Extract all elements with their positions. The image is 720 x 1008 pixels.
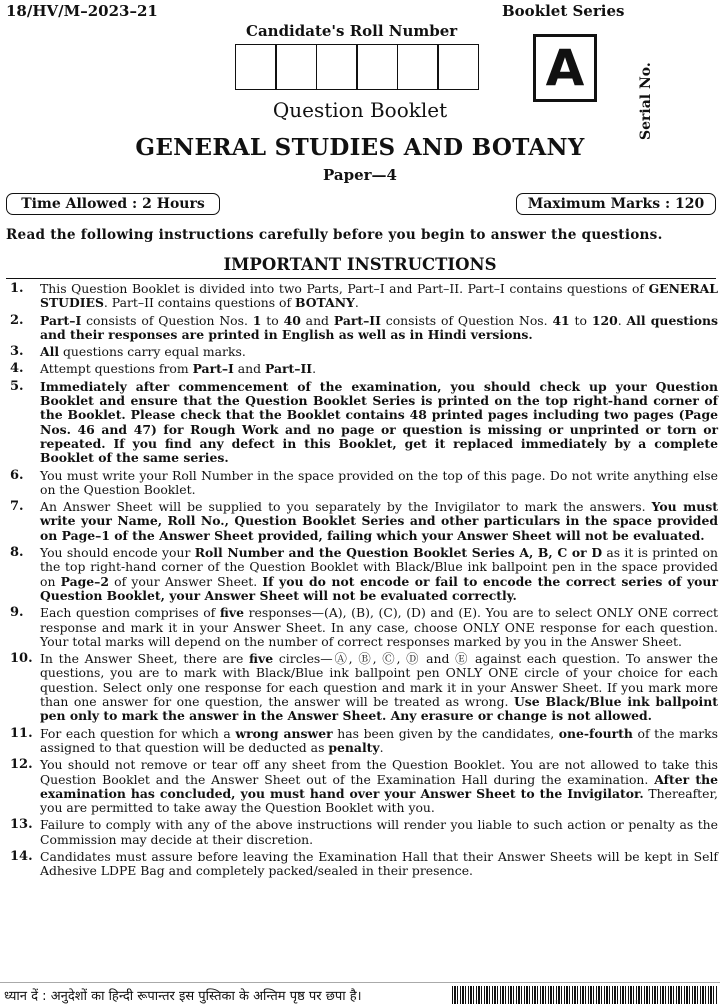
booklet-code: 18/HV/M–2023–21 [6,2,158,20]
instruction-number: 12. [10,757,33,773]
roll-number-box[interactable] [235,44,277,90]
instruction-text: An Answer Sheet will be supplied to you separately by the Invigilator to mark the answers. You must write your Name, Roll No., Question Booklet Series and other particulars in the space provided on Page–1 of the Answer Sheet provided, failing which your Answer Sheet will not be evaluated. [40,499,718,543]
instruction-text: Immediately after commencement of the examination, you should check up your Question Booklet and ensure that the Question Booklet Series is printed on the top right-hand corner of the Booklet. Please check that the Booklet contains 48 printed pages including two pages (Page Nos. 46 and 47) for Rough Work and no page or question is missing or unprinted or torn or repeated. If you find any defect in this Booklet, get it replaced immediately by a complete Booklet of the same series. [40,378,718,466]
instruction-text: Attempt questions from Part–I and Part–II. [40,361,317,377]
roll-number-title: Candidate's Roll Number [246,22,458,40]
instruction-number: 4. [10,361,24,377]
instruction-text: You should encode your Roll Number and the Question Booklet Series A, B, C or D as it is printed on the top right-hand corner of the Question Booklet with Black/Blue ink ballpoint pen in the space provided on Page–2 of your Answer Sheet. If you do not encode or fail to encode the correct series of your Question Booklet, your Answer Sheet will not be evaluated correctly. [40,545,718,603]
serial-number-label [638,40,658,140]
footer-divider [0,982,720,983]
maximum-marks: Maximum Marks : 120 [516,193,716,215]
instruction-text: You must write your Roll Number in the space provided on the top of this page. Do not write anything else on the Question Booklet. [40,467,718,497]
instruction-item [10,818,718,847]
instruction-text: You should not remove or tear off any sheet from the Question Booklet. You are not allowed to take this Question Booklet and the Answer Sheet out of the Examination Hall during the examination. After the examination has concluded, you must hand over your Answer Sheet to the Invigilator. Thereafter, you are permitted to take away the Question Booklet with you. [40,757,718,816]
instruction-number: 7. [10,499,24,515]
instruction-number: 3. [10,344,24,360]
instruction-number: 14. [10,848,33,864]
instruction-number: 9. [10,605,24,621]
instruction-number: 2. [10,312,24,328]
read-instructions-note: Read the following instructions carefully before you begin to answer the questions. [6,227,663,243]
instruction-text: For each question for which a wrong answer has been given by the candidates, one-fourth of the marks assigned to that question will be deducted as penalty. [40,725,719,755]
important-instructions-heading: IMPORTANT INSTRUCTIONS [223,255,497,274]
instruction-item [10,345,718,359]
instruction-text: All questions carry equal marks. [40,344,246,360]
instruction-item [10,500,718,543]
hindi-note: ध्यान दें : अनुदेशों का हिन्दी रूपान्तर इस पुस्तिका के अन्तिम पृष्ठ पर छपा है। [4,989,362,1004]
instruction-number: 1. [10,281,24,296]
roll-number-box[interactable] [397,44,439,90]
instructions-list [10,282,718,882]
roll-number-box[interactable] [316,44,358,90]
booklet-title: Question Booklet [272,98,448,122]
instruction-item [10,850,718,879]
serial-label-text: Serial No. [638,62,654,140]
roll-number-box[interactable] [275,44,317,90]
roll-number-box[interactable] [356,44,398,90]
instruction-text: Failure to comply with any of the above instructions will render you liable to such action or penalty as the Commission may decide at their discretion. [40,817,718,847]
instruction-number: 10. [10,651,33,667]
main-title: GENERAL STUDIES AND BOTANY [135,134,585,161]
instruction-item [10,380,718,466]
instruction-number: 13. [10,817,33,833]
instruction-item [10,362,718,376]
instruction-text: In the Answer Sheet, there are five circles—Ⓐ, Ⓑ, Ⓒ, Ⓓ and Ⓔ against each question. To answer the questions, you are to mark with Black/Blue ink ballpoint pen ONLY ONE circle of your choice for each question. Select only one response for each question and mark it in your Answer Sheet. If you mark more than one answer for one question, the answer will be treated as wrong. Use Black/Blue ink ballpoint pen only to mark the answer in the Answer Sheet. Any erasure or change is not allowed. [40,651,718,724]
roll-number-boxes[interactable] [236,44,479,90]
instruction-item [10,469,718,498]
instruction-item [10,652,718,723]
instruction-item [10,727,718,756]
instruction-text: Candidates must assure before leaving the Examination Hall that their Answer Sheets will be kept in Self Adhesive LDPE Bag and completely packed/sealed in their presence. [40,848,718,879]
instruction-number: 11. [10,725,33,741]
instruction-text: Part–I consists of Question Nos. 1 to 40 and Part–II consists of Question Nos. 41 to 120. All questions and their responses are printed in English as well as in Hindi versions. [40,312,718,342]
instruction-text: This Question Booklet is divided into two Parts, Part–I and Part–II. Part–I contains questions of GENERAL STUDIES. Part–II contains questions of BOTANY. [40,281,718,311]
instruction-number: 6. [10,467,24,483]
time-allowed: Time Allowed : 2 Hours [6,193,220,215]
booklet-series-label: Booklet Series [502,2,625,20]
instruction-item [10,606,718,649]
divider [6,278,716,279]
paper-number: Paper—4 [323,166,397,184]
instruction-number: 8. [10,545,24,561]
instruction-item [10,758,718,815]
barcode [452,986,718,1004]
instruction-number: 5. [10,378,24,394]
instruction-text: Each question comprises of five responses—(A), (B), (C), (D) and (E). You are to select ONLY ONE correct response and mark it in your Answer Sheet. In any case, choose ONLY ONE response for each question. Your total marks will depend on the number of correct responses marked by you in the Answer Sheet. [40,605,718,649]
series-letter-box: A [533,34,597,102]
instruction-item [10,314,718,343]
instruction-item [10,282,718,311]
instruction-item [10,546,718,603]
roll-number-box[interactable] [437,44,479,90]
